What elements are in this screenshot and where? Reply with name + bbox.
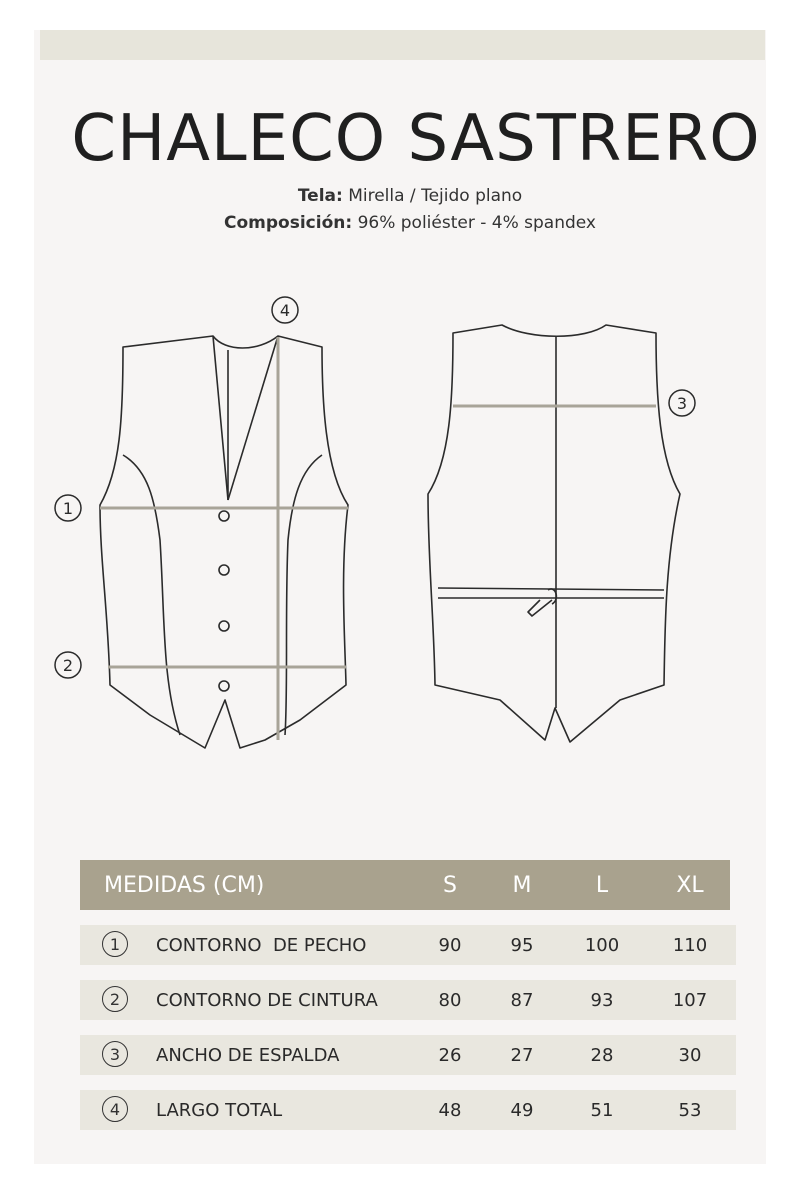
page-title: CHALECO SASTRERO <box>71 102 761 176</box>
marker-3-label: 3 <box>676 394 688 413</box>
row-value-xl: 30 <box>678 1045 702 1066</box>
front-neckline-right <box>228 336 278 500</box>
front-measure-lines <box>100 337 348 740</box>
table-row <box>80 1090 736 1130</box>
marker-4-label: 4 <box>279 301 291 320</box>
row-value-m: 87 <box>510 990 534 1011</box>
row-value-xl: 110 <box>672 935 708 956</box>
vest-button <box>219 511 229 521</box>
row-value-l: 51 <box>590 1100 614 1121</box>
row-value-xl: 53 <box>678 1100 702 1121</box>
row-number: 3 <box>102 1041 128 1067</box>
table-row <box>80 925 736 965</box>
header-size-l: L <box>595 873 609 898</box>
header-label: MEDIDAS (CM) <box>104 873 265 898</box>
marker-1 <box>55 495 81 521</box>
vest-front-outline <box>100 336 348 748</box>
row-value-s: 80 <box>438 990 462 1011</box>
row-number: 2 <box>102 986 128 1012</box>
table-header <box>80 860 730 910</box>
back-buckle <box>528 589 556 616</box>
marker-2 <box>55 652 81 678</box>
row-value-m: 49 <box>510 1100 534 1121</box>
row-value-s: 26 <box>438 1045 462 1066</box>
row-value-m: 27 <box>510 1045 534 1066</box>
front-armhole-left <box>123 455 180 735</box>
fabric-value: Mirella / Tejido plano <box>348 186 523 206</box>
fabric-label: Tela: <box>297 186 343 206</box>
marker-3 <box>669 390 695 416</box>
row-value-xl: 107 <box>672 990 708 1011</box>
marker-1-label: 1 <box>62 499 74 518</box>
header-size-xl: XL <box>676 873 704 898</box>
table-row <box>80 980 736 1020</box>
composition-value: 96% poliéster - 4% spandex <box>357 213 596 233</box>
vest-front-drawing <box>100 336 348 748</box>
vest-back-drawing <box>428 325 680 742</box>
header-size-m: M <box>512 873 532 898</box>
front-armhole-right <box>285 455 322 735</box>
row-value-l: 93 <box>590 990 614 1011</box>
marker-4 <box>272 297 298 323</box>
vest-button <box>219 565 229 575</box>
vest-button <box>219 681 229 691</box>
row-value-l: 28 <box>590 1045 614 1066</box>
row-number: 1 <box>102 931 128 957</box>
table-row <box>80 1035 736 1075</box>
row-label: CONTORNO DE CINTURA <box>156 990 378 1011</box>
row-value-l: 100 <box>584 935 620 956</box>
row-label: ANCHO DE ESPALDA <box>156 1045 340 1066</box>
row-label: LARGO TOTAL <box>156 1100 283 1121</box>
header-size-s: S <box>443 873 457 898</box>
row-label: CONTORNO DE PECHO <box>156 935 367 956</box>
row-value-s: 90 <box>438 935 462 956</box>
composition-label: Composición: <box>224 213 353 233</box>
front-neckline-left <box>213 336 228 500</box>
marker-2-label: 2 <box>62 656 74 675</box>
vest-back-outline <box>428 325 680 742</box>
vest-button <box>219 621 229 631</box>
row-value-s: 48 <box>438 1100 462 1121</box>
row-value-m: 95 <box>510 935 534 956</box>
row-number: 4 <box>102 1096 128 1122</box>
